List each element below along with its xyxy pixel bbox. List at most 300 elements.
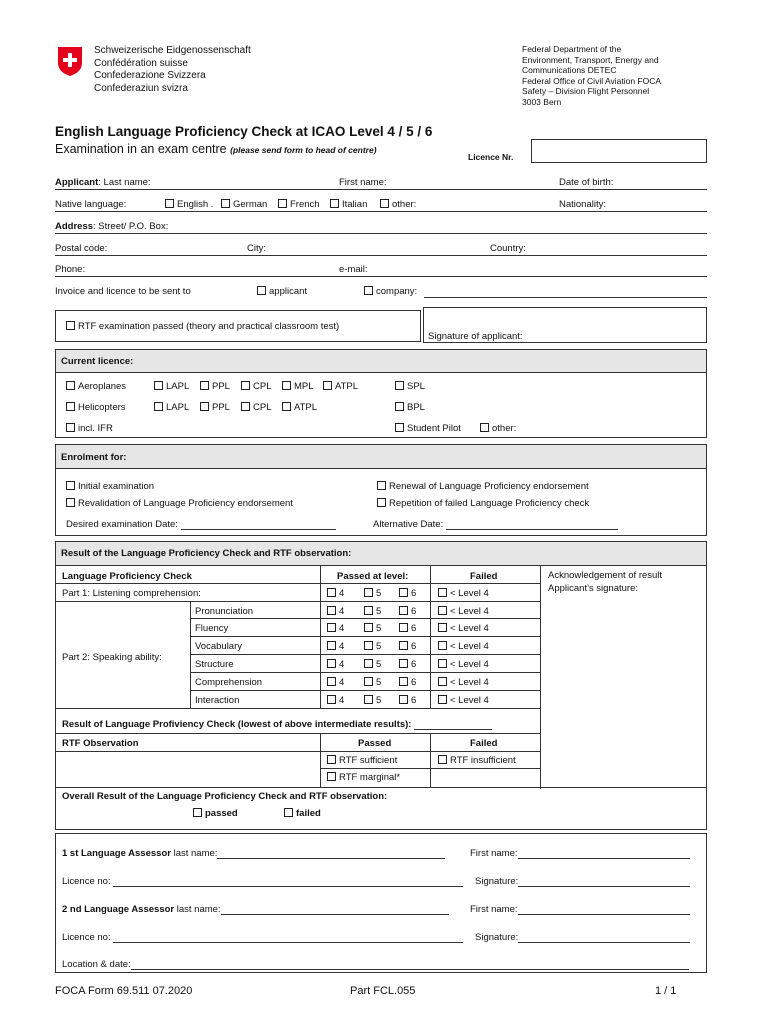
swiss-line: Confédération suisse [94,57,188,69]
table-line [190,654,540,655]
checkbox-icon[interactable] [66,423,75,432]
current-licence-header [55,349,707,373]
spl-label: SPL [407,381,425,392]
level-label: 4 [339,659,345,670]
checkbox-icon[interactable] [278,199,287,208]
checkbox-icon[interactable] [66,498,75,507]
desired-date-label: Desired examination Date: [66,519,178,530]
table-line [320,733,321,787]
col-passed-header: Passed at level: [337,571,409,582]
level-option[interactable] [327,695,344,706]
current-licence-title: Current licence: [61,356,134,367]
failed-option[interactable] [438,659,489,670]
checkbox-icon[interactable] [323,381,332,390]
lang-english[interactable] [165,199,213,210]
ack-label: Acknowledgement of result [548,570,663,581]
checkbox-icon[interactable] [438,588,447,597]
assessor1-signature-field[interactable] [518,876,690,887]
checkbox-icon[interactable] [380,199,389,208]
renewal-label: Renewal of Language Proficiency endorsement [389,481,589,492]
level-option[interactable] [327,677,344,688]
repetition-label: Repetition of failed Language Proficiency check [389,498,590,509]
checkbox-icon[interactable] [364,286,373,295]
checkbox-icon[interactable] [165,199,174,208]
location-date-label: Location & date: [62,959,131,970]
footer-page: 1 / 1 [655,985,677,997]
level-label: 5 [376,695,382,706]
part1-label: Part 1: Listening comprehension: [62,588,201,599]
address-label-group [55,221,168,232]
assessor2-licence-label: Licence no: [62,932,111,943]
level-label: 6 [411,588,417,599]
level-option[interactable] [399,677,416,688]
aero-ppl-label: PPL [212,381,230,392]
table-line [55,601,540,602]
assessor2-licence [62,932,463,943]
invoice-company-option[interactable] [364,286,417,297]
assessor1-signature-label: Signature: [475,876,519,887]
bpl-label: BPL [407,402,425,413]
checkbox-icon[interactable] [399,677,408,686]
rtf-passed-option[interactable] [66,321,339,332]
assessor1-last-name [62,848,445,859]
assessor2-licence-field[interactable] [113,932,463,943]
level-label: 5 [376,677,382,688]
checkbox-icon[interactable] [327,623,336,632]
level-option[interactable] [364,588,381,599]
aero-lapl-label: LAPL [166,381,190,392]
failed-label: < Level 4 [450,695,489,706]
checkbox-icon[interactable] [200,381,209,390]
failed-option[interactable] [438,677,489,688]
assessor2-last-field[interactable] [221,904,449,915]
helicopters-option[interactable] [66,402,126,413]
overall-passed-label: passed [205,808,238,819]
assessor1-last-field[interactable] [217,848,445,859]
lang-italian[interactable] [330,199,367,210]
checkbox-icon[interactable] [327,588,336,597]
level-option[interactable] [364,659,381,670]
level-option[interactable] [327,659,344,670]
criterion-label: Structure [195,659,234,670]
assessor2-label: 2 nd Language Assessor [62,904,175,915]
checkbox-icon[interactable] [327,772,336,781]
checkbox-icon[interactable] [399,641,408,650]
address-label: Address [55,221,94,232]
lang-english-label: English . [177,199,214,210]
failed-option[interactable] [438,623,489,634]
page-title: English Language Proficiency Check at ICAO Level 4 / 5 / 6 [55,124,433,139]
subtitle-note: (please send form to head of centre) [230,145,377,155]
checkbox-icon[interactable] [399,606,408,615]
checkbox-icon[interactable] [327,606,336,615]
checkbox-icon[interactable] [241,381,250,390]
checkbox-icon[interactable] [395,402,404,411]
checkbox-icon[interactable] [154,402,163,411]
applicant-last-name-label [55,177,151,188]
rtf-marginal-option[interactable] [327,772,400,783]
student-pilot-option[interactable] [395,423,461,434]
swiss-line: Confederazione Svizzera [94,70,206,81]
level-option[interactable] [364,695,381,706]
table-line [55,787,707,788]
criterion-label: Vocabulary [195,641,243,652]
address-line[interactable] [55,233,707,234]
applicant-label: Applicant [55,177,99,188]
assessor2-last-label: last name: [176,904,221,915]
failed-label: < Level 4 [450,623,489,634]
licence-nr-field[interactable] [531,139,707,163]
applicant-line[interactable] [55,189,707,190]
checkbox-icon[interactable] [438,641,447,650]
page-subtitle [55,142,377,156]
city-label: City: [247,243,266,254]
level-label: 6 [411,623,417,634]
checkbox-icon[interactable] [399,588,408,597]
checkbox-icon[interactable] [438,755,447,764]
checkbox-icon[interactable] [364,659,373,668]
level-label: 4 [339,623,345,634]
failed-label: < Level 4 [450,641,489,652]
level-option[interactable] [364,641,381,652]
ack-divider [540,565,541,789]
heli-atpl-label: ATPL [294,402,318,413]
level-option[interactable] [399,588,416,599]
checkbox-icon[interactable] [193,808,202,817]
alternative-date-label: Alternative Date: [373,519,444,530]
level-option[interactable] [364,677,381,688]
level-option[interactable] [364,606,381,617]
checkbox-icon[interactable] [257,286,266,295]
lowest-result-field[interactable] [414,719,492,730]
criterion-label: Fluency [195,623,229,634]
ifr-option[interactable] [66,423,113,434]
checkbox-icon[interactable] [327,695,336,704]
assessor1-first-label: First name: [470,848,518,859]
swiss-emblem-icon [56,45,84,77]
rtf-insufficient-option[interactable] [438,755,516,766]
footer-form: FOCA Form 69.511 07.2020 [55,985,193,997]
criterion-label: Pronunciation [195,606,254,617]
aero-cpl-label: CPL [253,381,272,392]
checkbox-icon[interactable] [364,606,373,615]
assessor1-label: 1 st Language Assessor [62,848,171,859]
lang-german[interactable] [221,199,267,210]
rtf-insufficient-label: RTF insufficient [450,755,516,766]
swiss-line: Confederaziun svizra [94,82,188,94]
level-label: 4 [339,588,345,599]
dept-line: Safety – Division Flight Personnel [522,86,650,96]
level-option[interactable] [364,623,381,634]
last-name-label: : Last name: [98,177,151,188]
checkbox-icon[interactable] [438,695,447,704]
assessor2-signature [475,932,690,943]
level-label: 4 [339,641,345,652]
checkbox-icon[interactable] [377,481,386,490]
table-line [190,601,191,708]
checkbox-icon[interactable] [364,695,373,704]
aeroplanes-option[interactable] [66,381,126,392]
failed-option[interactable] [438,588,489,599]
failed-label: < Level 4 [450,677,489,688]
footer-part: Part FCL.055 [350,985,416,997]
current-licence-body [55,372,707,438]
table-line [190,672,540,673]
dept-line: Environment, Transport, Energy and [522,54,659,65]
level-label: 5 [376,588,382,599]
checkbox-icon[interactable] [66,321,75,330]
checkbox-icon[interactable] [364,677,373,686]
aero-atpl[interactable] [323,381,358,392]
checkbox-icon[interactable] [399,659,408,668]
rtf-marginal-label: RTF marginal* [339,772,401,783]
heli-atpl[interactable] [282,402,317,413]
level-label: 4 [339,677,345,688]
checkbox-icon[interactable] [399,623,408,632]
revalidation-option[interactable] [66,498,293,509]
table-line [55,751,540,752]
lang-french-label: French [290,199,320,210]
email-label: e-mail: [339,264,368,275]
checkbox-icon[interactable] [200,402,209,411]
checkbox-icon[interactable] [438,677,447,686]
phone-line[interactable] [55,276,707,277]
level-option[interactable] [327,606,344,617]
revalidation-label: Revalidation of Language Proficiency endorsement [78,498,293,509]
invoice-applicant-option[interactable] [257,286,307,297]
lowest-result-label [62,719,492,730]
lang-german-label: German [233,199,268,210]
result-title: Result of the Language Proficiency Check and RTF observation: [61,548,352,559]
checkbox-icon[interactable] [66,481,75,490]
department-address [522,44,661,107]
lowest-result-text: Result of Language Profiviency Check (lowest of above intermediate results): [62,719,412,730]
level-option[interactable] [327,588,344,599]
checkbox-icon[interactable] [282,381,291,390]
level-option[interactable] [399,606,416,617]
checkbox-icon[interactable] [364,641,373,650]
rtf-failed-header: Failed [470,738,498,749]
level-label: 6 [411,659,417,670]
initial-exam-option[interactable] [66,481,154,492]
level-label: 5 [376,659,382,670]
assessor1-last-label: last name: [173,848,218,859]
invoice-company-label: company: [376,286,418,297]
dept-line: Communications DETEC [522,65,617,75]
aero-ppl[interactable] [200,381,230,392]
rtf-passed-label: RTF examination passed (theory and practical classroom test) [78,321,340,332]
assessor2-last-name [62,904,449,915]
level-option[interactable] [399,659,416,670]
checkbox-icon[interactable] [221,199,230,208]
table-line [190,636,540,637]
invoice-label: Invoice and licence to be sent to [55,286,191,297]
enrolment-title: Enrolment for: [61,452,127,463]
swiss-confederation-names [94,45,251,95]
dept-line: Federal Department of the [522,44,622,54]
location-date-field[interactable] [131,959,689,970]
level-option[interactable] [399,641,416,652]
alternative-date [373,519,618,530]
dept-line: 3003 Bern [522,96,562,107]
failed-option[interactable] [438,695,489,706]
col-check-header: Language Proficiency Check [62,571,192,582]
table-line [55,733,540,734]
alternative-date-field[interactable] [446,519,618,530]
failed-label: < Level 4 [450,588,489,599]
checkbox-icon[interactable] [282,402,291,411]
dept-line: Federal Office of Civil Aviation FOCA [522,75,662,86]
heli-cpl[interactable] [241,402,271,413]
heli-cpl-label: CPL [253,402,272,413]
overall-passed-option[interactable] [193,808,238,819]
rtf-sufficient-label: RTF sufficient [339,755,398,766]
rtf-sufficient-option[interactable] [327,755,397,766]
lang-italian-label: Italian [342,199,368,210]
checkbox-icon[interactable] [377,498,386,507]
heli-ppl[interactable] [200,402,230,413]
company-line[interactable] [424,297,707,298]
failed-option[interactable] [438,606,489,617]
signature-applicant-label: Signature of applicant: [428,331,523,342]
checkbox-icon[interactable] [480,423,489,432]
criterion-label: Comprehension [195,677,263,688]
table-line [320,565,321,708]
aero-cpl[interactable] [241,381,271,392]
part2-label: Part 2: Speaking ability: [62,652,162,663]
checkbox-icon[interactable] [364,623,373,632]
dob-label: Date of birth: [559,177,614,188]
table-line [190,618,540,619]
assessor2-first-field[interactable] [518,904,690,915]
aero-mpl-label: MPL [294,381,314,392]
assessor1-licence [62,876,463,887]
checkbox-icon[interactable] [395,381,404,390]
heli-lapl-label: LAPL [166,402,190,413]
checkbox-icon[interactable] [284,808,293,817]
repetition-option[interactable] [377,498,589,509]
level-label: 4 [339,606,345,617]
swiss-line: Schweizerische Eidgenossenschaft [94,45,251,56]
level-option[interactable] [399,695,416,706]
checkbox-icon[interactable] [395,423,404,432]
postal-code-label: Postal code: [55,243,108,254]
helicopters-label: Helicopters [78,402,126,413]
desired-date [66,519,336,530]
rtf-observation-label: RTF Observation [62,738,139,749]
table-line [55,583,540,584]
native-language-line[interactable] [55,211,707,212]
checkbox-icon[interactable] [241,402,250,411]
col-failed-header: Failed [470,571,498,582]
native-language-label: Native language: [55,199,127,210]
level-label: 6 [411,641,417,652]
rtf-passed-header: Passed [358,738,392,749]
checkbox-icon[interactable] [438,606,447,615]
heli-lapl[interactable] [154,402,189,413]
level-label: 5 [376,641,382,652]
assessor2-signature-label: Signature: [475,932,519,943]
level-label: 5 [376,606,382,617]
aero-mpl[interactable] [282,381,314,392]
overall-failed-option[interactable] [284,808,321,819]
spl-option[interactable] [395,381,425,392]
lang-french[interactable] [278,199,320,210]
checkbox-icon[interactable] [399,695,408,704]
licence-nr-label: Licence Nr. [468,152,514,162]
level-label: 6 [411,606,417,617]
renewal-option[interactable] [377,481,589,492]
checkbox-icon[interactable] [66,402,75,411]
aeroplanes-label: Aeroplanes [78,381,127,392]
level-option[interactable] [327,623,344,634]
assessor1-licence-field[interactable] [113,876,463,887]
overall-result-label: Overall Result of the Language Proficiency Check and RTF observation: [62,791,388,802]
aero-atpl-label: ATPL [335,381,359,392]
checkbox-icon[interactable] [327,677,336,686]
ifr-label: incl. IFR [78,423,113,434]
desired-date-field[interactable] [181,519,336,530]
level-label: 6 [411,695,417,706]
phone-label: Phone: [55,264,86,275]
checkbox-icon[interactable] [327,641,336,650]
student-pilot-label: Student Pilot [407,423,461,434]
overall-failed-label: failed [296,808,321,819]
assessor2-first-label: First name: [470,904,518,915]
aero-lapl[interactable] [154,381,189,392]
heli-ppl-label: PPL [212,402,230,413]
level-option[interactable] [399,623,416,634]
table-line [430,565,431,708]
checkbox-icon[interactable] [66,381,75,390]
checkbox-icon[interactable] [327,659,336,668]
assessor2-signature-field[interactable] [518,932,690,943]
assessor1-first-field[interactable] [518,848,690,859]
ack-signature-label: Applicant's signature: [548,583,639,594]
checkbox-icon[interactable] [364,588,373,597]
checkbox-icon[interactable] [330,199,339,208]
checkbox-icon[interactable] [438,659,447,668]
licence-other-label: other: [492,423,517,434]
nationality-label: Nationality: [559,199,606,210]
checkbox-icon[interactable] [154,381,163,390]
assessor2-first-name [470,904,690,915]
bpl-option[interactable] [395,402,425,413]
checkbox-icon[interactable] [327,755,336,764]
failed-option[interactable] [438,641,489,652]
address-street-label: : Street/ P.O. Box: [93,221,169,232]
failed-label: < Level 4 [450,659,489,670]
lang-other-label: other: [392,199,417,210]
licence-other-option[interactable] [480,423,516,434]
criterion-label: Interaction [195,695,240,706]
invoice-applicant-label: applicant [269,286,308,297]
postal-line[interactable] [55,255,707,256]
level-label: 4 [339,695,345,706]
country-label: Country: [490,243,526,254]
lang-other[interactable] [380,199,416,210]
level-label: 5 [376,623,382,634]
first-name-label: First name: [339,177,387,188]
initial-exam-label: Initial examination [78,481,155,492]
failed-label: < Level 4 [450,606,489,617]
subtitle-text: Examination in an exam centre [55,142,227,156]
assessor1-signature [475,876,690,887]
level-option[interactable] [327,641,344,652]
checkbox-icon[interactable] [438,623,447,632]
table-line [55,708,540,709]
enrolment-header [55,444,707,469]
